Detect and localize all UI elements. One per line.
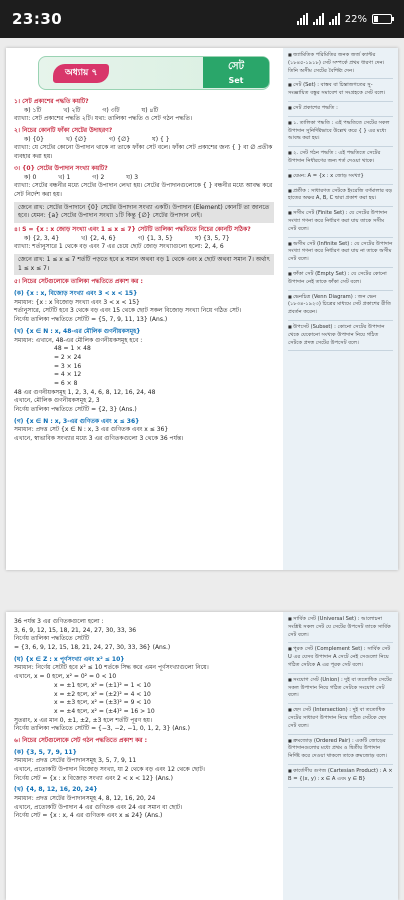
chapter-title-bn: সেট [227,61,245,72]
answer-option: ক) ১টি [24,106,42,114]
explanation-text: 3, 6, 9, 12, 15, 18, 21, 24, 27, 30, 33, 36 [14,626,137,634]
explanation-text: সমাধান: নির্ণেয় সেটটি হবে x² ≤ 10 শর্তকে সিদ্ধ করে এমন পূর্ণসংখ্যাগুলো নিয়ে। [14,664,209,672]
sidebar-note: ■ অসীম সেট (Infinite Set) : যে সেটের উপাদান সংখ্যা গণনা করে নির্ধারণ করা যায় না তাকে অসীম সেট বলে। [288,241,393,264]
cellular-signal-icon [313,13,324,25]
divider [288,787,393,788]
document-page-2[interactable] [6,612,398,900]
answer-option: ঘ) ৪টি [141,106,159,114]
answer-option: গ) ৩টি [102,106,120,114]
explanation-text: এখানে, স্বাভাবিক সংখ্যার মধ্যে 3 এর গুণিতকগুলো 3 থেকে 36 পর্যন্ত। [14,435,184,443]
explanation-text: নির্ণেয় তালিকা পদ্ধতিতে সেটটি = {−3, −2, −1, 0, 1, 2, 3} (Ans.) [14,725,190,733]
sub-question: (খ) {x ∈ N : x, 48-এর মৌলিক গুণনীয়কসমূহ} [14,327,141,335]
math-line: = 3 × 16 [54,362,82,370]
question-text: ২। নিচের কোনটি ফাঁকা সেটের উদাহরণ? [14,127,113,135]
math-line: = 6 × 8 [54,379,78,387]
explanation-text: ব্যাখ্যা: শর্তানুসারে 1 থেকে বড় এবং 7 এর চেয়ে ছোট জোড় সংখ্যাগুলো হলো: 2, 4, 6 [14,243,224,251]
explanation-text: সমাধান: প্রদত্ত সেটের উপাদানসমূহ 3, 5, 7, 9, 11 [14,757,137,765]
question-text: ৪। S = {x : x জোড় সংখ্যা এবং 1 ≤ x ≤ 7} সেটটি তালিকা পদ্ধতিতে নিচের কোনটি সঠিক? [14,225,251,233]
sidebar-note: ■ ২. সেট গঠন পদ্ধতি : এই পদ্ধতিতে সেটের উপাদান নির্ধারণের জন্য শর্ত দেওয়া থাকে। [288,150,393,166]
divider [288,290,393,291]
answer-option: খ) {2, 4, 6} [81,234,117,242]
explanation-text: নির্ণেয় সেট = {x : x বিজোড় সংখ্যা এবং 2 < x < 12} (Ans.) [14,774,174,782]
divider [288,116,393,117]
battery-percent: 22% [344,13,367,25]
explanation-text: সমাধান: প্রদত্ত সেটের উপাদানসমূহ 4, 8, 12, 16, 20, 24 [14,795,156,803]
answer-option: ঘ) 3 [126,173,139,181]
page2-sidebar [283,612,398,900]
divider [288,184,393,185]
sidebar-note: ■ ১. তালিকা পদ্ধতি : এই পদ্ধতিতে সেটের সকল উপাদান সুনির্দিষ্টভাবে উল্লেখ করে { } এর মধ্যে আবদ্ধ করা হয়। [288,120,393,143]
question-text: ৬। নিচের সেটগুলোকে সেট গঠন পদ্ধতিতে প্রকাশ কর : [14,736,148,744]
explanation-text: নির্ণেয় সেট = {x : x, 4 এর গুণিতক এবং x ≤ 24} (Ans.) [14,812,163,820]
divider [288,78,393,79]
explanation-text: এখানে, মৌলিক গুণনীয়কসমূহ 2, 3 [14,397,100,405]
page2-sidebar-content [288,616,393,788]
page2-content [14,618,274,821]
page2-main-column [6,612,280,900]
answer-option: ঘ) { } [152,135,170,143]
answer-option: গ) {1, 3, 5} [138,234,173,242]
explanation-text: = {3, 6, 9, 12, 15, 18, 21, 24, 27, 30, 33, 36} (Ans.) [14,644,171,652]
math-line: 48 = 1 × 48 [54,345,91,353]
explanation-text: সমাধান: {x : x বিজোড় সংখ্যা এবং 3 < x < 15} [14,298,140,306]
divider [288,350,393,351]
math-line: = 4 × 12 [54,371,82,379]
divider [288,703,393,704]
explanation-text: নির্ণেয় তালিকা পদ্ধতিতে সেটটি = {5, 7, 9, 11, 13} (Ans.) [14,316,168,324]
explanation-text: 36 পর্যন্ত 3 এর গুণিতকগুলো হলো : [14,618,104,625]
explanation-text: ব্যাখ্যা: যে সেটের কোনো উপাদান থাকে না তাকে ফাঁকা সেট বলে। ফাঁকা সেট প্রকাশের জন্য { } বা ∅ প্রতীক ব্যবহার করা হয়। [14,144,273,161]
sub-question: (ঘ) {x ∈ Z : x পূর্ণসংখ্যা এবং x² ≤ 10} [14,655,125,663]
math-line: x = ±1 হলে, x² = (±1)² = 1 < 10 [54,681,151,689]
sidebar-note: ■ সেট (Set) : বাস্তব বা চিন্তাজগতের সু-সংজ্ঞায়িত বস্তুর সমাবেশ বা সংগ্রহকে সেট বলে। [288,82,393,98]
math-line: = 2 × 24 [54,353,82,361]
explanation-text: সমাধান: প্রদত্ত সেট {x ∈ N : x, 3 এর গুণিতক এবং x ≤ 36} [14,426,169,434]
explanation-text: এখানে, প্রত্যেকটি উপাদান 4 এর গুণিতক এবং 24 এর সমান বা ছোট। [14,803,183,811]
question-text: ৩। {0} সেটের উপাদান সংখ্যা কয়টি? [14,164,108,172]
answer-option: ক) {2, 3, 4} [24,234,60,242]
explanation-text: ব্যাখ্যা: সেটের বন্ধনীর মধ্যে সেটের উপাদান লেখা হয়। সেটের উপাদানগুলোকে { } বন্ধনীর মধ্যে আবদ্ধ করে সেট নির্দেশ করা হয়। [14,182,273,198]
math-line: x = ±4 হলে, x² = (±4)² = 16 > 10 [54,707,155,715]
page1-sidebar [283,48,398,570]
sidebar-note: ■ প্রতীক : সাধারণত সেটকে ইংরেজি বর্ণমালার বড় হাতের অক্ষর A, B, C দ্বারা প্রকাশ করা হয়। [288,188,393,204]
note-box: জেনে রাখ: সেটের উপাদানে {0} সেটের উপাদান সংখ্যা একটি। উপাদান (Element) কোনটি তা জানতে হবে। যেমন: {a} সেটের উপাদান সংখ্যা ১টি কিন্তু {∅} সেটের উপাদান নেই। [14,202,274,223]
divider [288,206,393,207]
answer-option: খ) ২টি [63,106,81,114]
answer-options [14,174,274,183]
divider [288,764,393,765]
page1-sidebar-content [288,52,393,351]
sidebar-note: ■ জ্যামিতিক পরিমিতির জনক জর্জ ক্যান্টর (১৮৪৫-১৯১৮) সেট সম্পর্কে প্রথম ধারণা দেন। তিনি অসীম সেটের বৈশিষ্ট্য দেন। [288,52,393,75]
sub-question: (গ) {x ∈ N : x, 3-এর গুণিতক এবং x ≤ 36} [14,417,140,425]
sidebar-note: ■ সংযোগ সেট (Union) : দুই বা ততোধিক সেটের সকল উপাদান নিয়ে গঠিত সেটকে সংযোগ সেট বলে। [288,677,393,700]
divider [288,320,393,321]
status-bar [0,0,404,38]
chapter-label: অধ্যায় ৭ [53,64,109,83]
explanation-text: নির্ণেয় তালিকা পদ্ধতিতে সেটটি = {2, 3} (Ans.) [14,406,137,413]
sidebar-note: ■ সেট প্রকাশের পদ্ধতি : [288,105,393,113]
answer-option: ক) {0} [24,135,44,143]
divider [288,673,393,674]
sidebar-note: ■ কার্তেসীয় গুণজ (Cartesian Product) : A × B = {(x, y) : x ∈ A এবং y ∈ B} [288,768,393,784]
answer-option: খ) 1 [58,173,71,181]
answer-option: ক) 0 [24,173,37,181]
answer-option: ঘ) {3, 5, 7} [194,234,230,242]
math-line: x = ±2 হলে, x² = (±2)² = 4 < 10 [54,690,151,698]
chapter-title-en: Set [228,75,244,85]
divider [288,146,393,147]
explanation-text: শর্তানুসারে, সেটটি হবে 3 থেকে বড় এবং 15 থেকে ছোট সকল বিজোড় সংখ্যা নিয়ে গঠিত সেট। [14,307,242,315]
divider [288,267,393,268]
answer-option: গ) 2 [92,173,105,181]
explanation-text: এখানে, প্রত্যেকটি উপাদান বিজোড় সংখ্যা, যা 2 থেকে বড় এবং 12 থেকে ছোট। [14,766,205,773]
cellular-signal-2-icon [329,13,340,25]
status-time: 23:30 [12,10,63,28]
wifi-signal-icon [297,13,308,25]
explanation-text: এখানে, x = 0 হলে, x² = 0² = 0 < 10 [14,673,117,681]
question-text: ৫। নিচের সেটগুলোকে তালিকা পদ্ধতিতে প্রকাশ কর : [14,278,143,286]
answer-option: খ) {∅} [65,135,87,143]
sidebar-note: ■ উপসেট (Subset) : কোনো সেটের উপাদান থেকে যেকোনো সংখ্যক উপাদান নিয়ে গঠিত সেটকে প্রদত্ত সেটের উপসেট বলে। [288,324,393,347]
answer-option: গ) {∅} [108,135,131,143]
explanation-text: সুতরাং, x এর মান 0, ±1, ±2, ±3 হলে শর্তটি পূরণ হয়। [14,716,153,724]
divider [288,169,393,170]
status-icons [297,13,392,25]
chapter-banner [38,56,270,90]
sidebar-note: ■ যেমন: A = {x : x জোড় সংখ্যা} [288,173,393,181]
battery-icon [372,14,392,24]
chapter-title [203,57,269,88]
sub-question: (খ) {4, 8, 12, 16, 20, 24} [14,786,98,794]
explanation-text: ব্যাখ্যা: সেট প্রকাশের পদ্ধতি ২টি। যথা: তালিকা পদ্ধতি ও সেট গঠন পদ্ধতি। [14,115,193,123]
note-box: জেনে রাখ: 1 ≤ x ≤ 7 শর্তটি পড়তে হবে x সমান অথবা বড় 1 থেকে এবং x ছোট অথবা সমান 7। অর্থাৎ 1 ≤ x ≤ 7। [14,254,274,275]
sidebar-note: ■ ছেদ সেট (Intersection) : দুই বা ততোধিক সেটের সাধারণ উপাদান নিয়ে গঠিত সেটকে ছেদ সেট বলে। [288,707,393,730]
battery-level [374,16,378,22]
divider [288,101,393,102]
question-text: ১। সেট প্রকাশের পদ্ধতি কয়টি? [14,98,89,105]
divider [288,734,393,735]
explanation-text: নির্ণেয় তালিকা পদ্ধতিতে সেটটি [14,635,90,643]
page1-main-column [6,48,280,570]
sidebar-note: ■ পূরক সেট (Complement Set) : সার্বিক সেট U এর যেসব উপাদান A সেটে নেই সেগুলো নিয়ে গঠিত সেটকে A এর পূরক সেট বলে। [288,646,393,669]
math-line: x = ±3 হলে, x² = (±3)² = 9 < 10 [54,699,151,707]
document-page-1[interactable] [6,48,398,570]
answer-options [14,235,274,244]
divider [288,237,393,238]
sub-question: (ক) {x : x, বিজোড় সংখ্যা এবং 3 < x < 15} [14,290,138,298]
explanation-text: সমাধান: এখানে, 48-এর মৌলিক গুণনীয়কসমূহ হবে : [14,336,143,344]
divider [288,642,393,643]
sidebar-note: ■ সসীম সেট (Finite Set) : যে সেটের উপাদান সংখ্যা গণনা করে নির্ধারণ করা যায় তাকে সসীম সেট বলে। [288,210,393,233]
explanation-text: 48 এর গুণনীয়কসমূহ 1, 2, 3, 4, 6, 8, 12, 16, 24, 48 [14,388,156,396]
sub-question: (ক) {3, 5, 7, 9, 11} [14,748,77,756]
sidebar-note: ■ ফাঁকা সেট (Empty Set) : যে সেটের কোনো উপাদান নেই তাকে ফাঁকা সেট বলে। [288,271,393,287]
sidebar-note: ■ ক্রমজোড় (Ordered Pair) : একটি জোড়ের উপাদানগুলোর মধ্যে প্রথম ও দ্বিতীয় উপাদান নির্দিষ্ট করে দেওয়া থাকলে তাকে ক্রমজোড় বলে। [288,738,393,761]
page1-content [14,98,274,444]
sidebar-note: ■ ভেনচিত্র (Venn Diagram) : জন ভেন (১৮৩৪-১৯২৩) চিত্রের মাধ্যমে সেট প্রকাশের রীতি প্রবর্তন করেন। [288,294,393,317]
sidebar-note: ■ সার্বিক সেট (Universal Set) : আলোচনা সংশ্লিষ্ট সকল সেট যে সেটের উপসেট তাকে সার্বিক সেট বলে। [288,616,393,639]
